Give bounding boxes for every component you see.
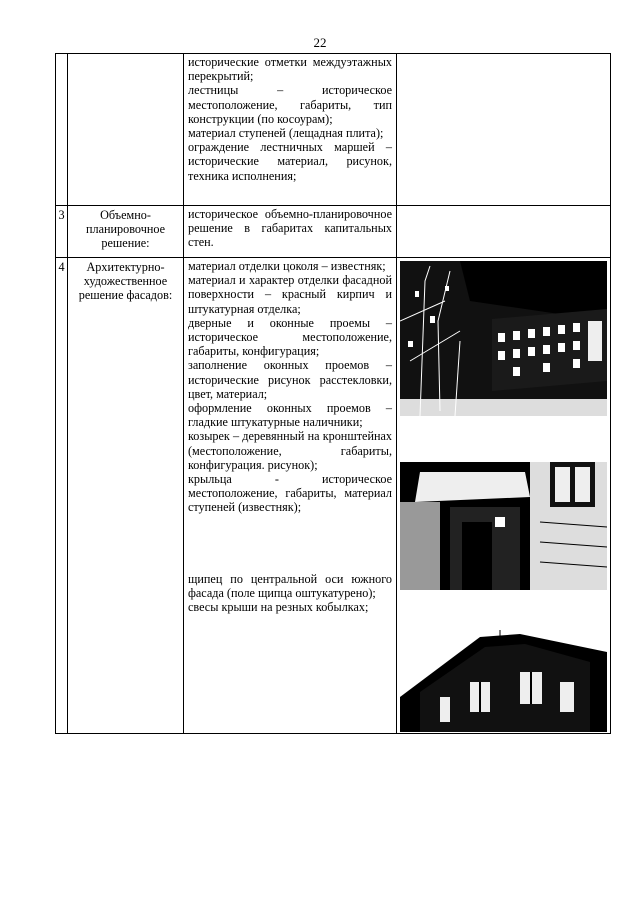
- row-number-cell: [56, 206, 68, 258]
- description-line: заполнение оконных проемов – исторические рисунок расстекловки, цвет, материал;: [188, 358, 392, 401]
- description-line: лестницы – историческое местоположение, габариты, тип конструкции (по косоурам);: [188, 83, 392, 126]
- porch-photo: [400, 462, 607, 607]
- table-row: [56, 258, 611, 734]
- description-line: ограждение лестничных маршей – исторические материал, рисунок, техника исполнения;: [188, 140, 392, 183]
- description-line: козырек – деревянный на кронштейнах (местоположение, габариты, конфигурация. рисунок);: [188, 429, 392, 472]
- page-number: 22: [313, 35, 327, 50]
- table-row: [56, 54, 611, 206]
- gable-photo: [400, 622, 607, 732]
- row-name-cell: [68, 206, 184, 258]
- protected-elements-table: [55, 53, 611, 734]
- description-line: материал отделки цоколя – известняк;: [188, 259, 386, 273]
- description-line: дверные и оконные проемы – историческое местоположение, габариты, конфигурация;: [188, 315, 392, 359]
- description-line: щипец по центральной оси южного фасада (поле щипца оштукатурено);: [188, 571, 392, 600]
- row-name: Объемно-планировочное решение:: [86, 208, 165, 251]
- description-line: материал ступеней (лещадная плита);: [188, 126, 384, 141]
- description-line: оформление оконных проемов – гладкие штукатурные наличники;: [188, 401, 392, 430]
- description-line: историческое объемно-планировочное решение в габаритах капитальных стен.: [188, 207, 392, 250]
- row-number: 4: [58, 260, 65, 274]
- facade-photo: [400, 261, 607, 416]
- row-image-cell: [397, 54, 611, 206]
- row-image-cell: [397, 206, 611, 258]
- row-number: 3: [58, 208, 65, 222]
- row-number-cell: [56, 258, 68, 734]
- row-number-cell: [56, 54, 68, 206]
- table-row: [56, 206, 611, 258]
- description-line: материал и характер отделки фасадной поверхности – красный кирпич и штукатурная отделка;: [188, 273, 392, 316]
- description-line: исторические отметки междуэтажных перекрытий;: [188, 55, 392, 84]
- row-description-cell: [184, 258, 397, 734]
- description-line: крыльца - историческое местоположение, габариты, материал ступеней (известняк);: [188, 472, 392, 515]
- row-description-cell: [184, 206, 397, 258]
- row-name: Архитектурно-художественное решение фасадов:: [78, 260, 173, 303]
- row-image-cell: [397, 258, 611, 734]
- row-description-cell: [184, 54, 397, 206]
- row-name-cell: [68, 54, 184, 206]
- description-line: свесы крыши на резных кобылках;: [188, 600, 369, 615]
- row-name-cell: [68, 258, 184, 734]
